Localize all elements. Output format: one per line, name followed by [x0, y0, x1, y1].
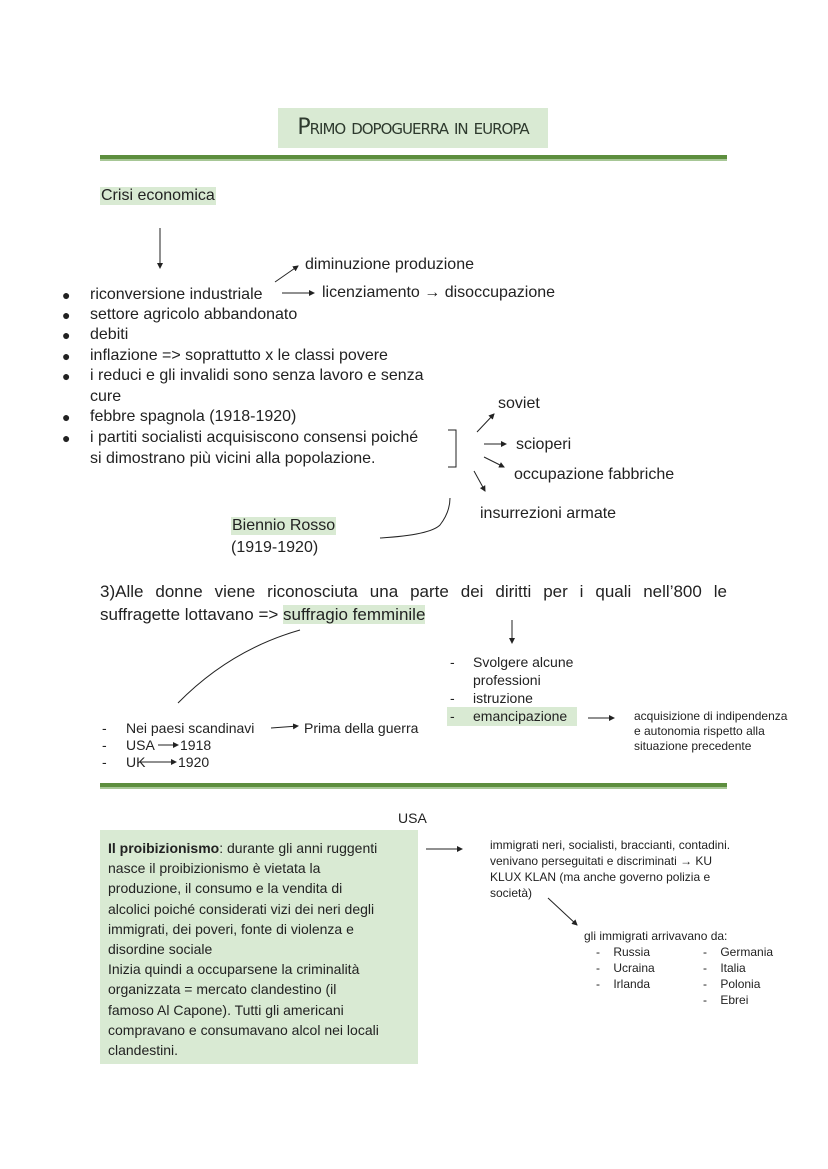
biennio-years: (1919-1920) [231, 539, 319, 556]
list-item: settore agricolo abbandonato [90, 306, 298, 323]
list-item-continuation: professioni [473, 672, 541, 688]
note-line: situazione precedente [634, 739, 752, 753]
effect-scioperi: scioperi [516, 436, 572, 453]
bullet-icon: ● [62, 287, 71, 303]
bullet-icon: ● [62, 348, 71, 364]
list-item-continuation: cure [90, 388, 122, 405]
list-item: inflazione => soprattutto x le classi povere [90, 347, 388, 364]
list-item: - Ucraina [596, 961, 655, 975]
list-item-continuation: si dimostrano più vicini alla popolazione. [90, 450, 376, 467]
crisis-heading: Crisi economica [101, 187, 215, 204]
note-line: venivano perseguitati e discriminati → KU [490, 854, 713, 868]
list-item: febbre spagnola (1918-1920) [90, 408, 297, 425]
list-item: i reduci e gli invalidi sono senza lavoro e senza [90, 367, 424, 384]
note-line: e autonomia rispetto alla [634, 724, 765, 738]
women-line-1: 3)Alle donne viene riconosciuta una parte dei diritti per i quali nell’800 le [100, 582, 727, 601]
page-title: Primo dopoguerra in europa [278, 108, 548, 148]
list-item: emancipazione [473, 708, 568, 724]
origins-left [596, 944, 655, 992]
note-line: società) [490, 886, 533, 900]
effect-soviet: soviet [498, 395, 540, 412]
country-year: Prima della guerra [304, 720, 419, 736]
bullet-icon: ● [62, 409, 71, 425]
list-item: Nei paesi scandinavi [126, 720, 255, 736]
box-line: disordine sociale [108, 941, 213, 958]
list-item: - Polonia [703, 977, 761, 991]
box-line: compravano e consumavano alcol nei locali [108, 1021, 379, 1038]
box-line: immigrati, dei poveri, fonte di violenza e [108, 920, 354, 937]
usa-heading: USA [398, 810, 427, 826]
note-line: KLUX KLAN (ma anche governo polizia e [490, 870, 711, 884]
list-item: - Russia [596, 945, 651, 959]
section-divider [100, 783, 727, 789]
women-line-2 [100, 605, 425, 625]
origin-heading: gli immigrati arrivavano da: [584, 929, 728, 943]
bullet-icon: ● [62, 430, 71, 446]
box-line: famoso Al Capone). Tutti gli americani [108, 1001, 344, 1018]
box-line: organizzata = mercato clandestino (il [108, 981, 337, 998]
note-line: acquisizione di indipendenza [634, 709, 788, 723]
list-item: istruzione [473, 690, 533, 706]
list-item: USA [126, 737, 155, 753]
box-line: alcolici poiché considerati vizi dei neri degli [108, 900, 375, 917]
box-line: Inizia quindi a occuparsene la criminalità [108, 961, 360, 978]
branch-right: licenziamento → disoccupazione [322, 284, 556, 301]
note-line: immigrati neri, socialisti, braccianti, contadini. [490, 838, 731, 852]
list-item: riconversione industriale [90, 286, 263, 303]
box-line: produzione, il consumo e la vendita di [108, 880, 343, 897]
list-item: - Irlanda [596, 977, 651, 991]
women-line-2-text: suffragette lottavano => [100, 605, 284, 624]
bullet-icon: ● [62, 327, 71, 343]
list-item: i partiti socialisti acquisiscono consensi poiché [90, 429, 419, 446]
notes-page: Primo dopoguerra in europa Crisi economica diminuzione produzione licenziamento → disoccupazione ● riconversione industriale ● settore agricolo abbandonato ● debiti ● inflazione => soprattutto x le classi povere ● i reduci e gli invalidi sono senza lavoro e senza cure ● febbre spagnola (1918-1920) ● i partiti socialisti acquisiscono consensi poiché si dimostrano più vicini alla popolazione. soviet scioperi occupazione fabbriche insurrezioni armate Biennio Rosso (1919-1920) 3)Alle donne viene riconosciuta una parte dei diritti per i quali nell’800 le suffragette lottavano => suffragio femminile - Svolgere alcune professioni - istruzione - emancipazione acquisizione di indipendenza e autonomia rispetto alla situazione precedente - Nei paesi scandinavi Prima della guerra - USA 1918 - UK 1920 USA Il proibizionismo: durante gli anni ruggenti nasce il proibizionismo è vietata la produzione, il consumo e la vendita di alcolici poiché considerati vizi dei neri degli immigrati, dei poveri, fonte di violenza e disordine sociale Inizia quindi a occuparsene la criminalità organizzata = mercato clandestino (il famoso Al Capone). Tutti gli americani compravano e consumavano alcol nei locali clandestini. immigrati neri, socialisti, braccianti, contadini. venivano perseguitati e discriminati → KU KLUX KLAN (ma anche governo polizia e società) gli immigrati arrivavano da: - Russia - Ucraina - Irlanda - Germania - Italia - Polonia - Ebrei [0, 0, 828, 1169]
list-item: - Germania [703, 945, 774, 959]
box-line: nasce il proibizionismo è vietata la [108, 860, 321, 877]
prohibition-title: Il proibizionismo [108, 840, 220, 856]
list-item: debiti [90, 326, 129, 343]
box-line: : durante gli anni ruggenti [219, 840, 378, 856]
country-year: 1920 [178, 754, 210, 770]
bullet-icon: ● [62, 368, 71, 384]
origins-right [703, 944, 773, 1008]
prohibition-box [100, 830, 418, 1064]
list-item: Svolgere alcune [473, 654, 574, 670]
list-item: - Italia [703, 961, 746, 975]
branch-up: diminuzione produzione [305, 256, 474, 273]
biennio-rosso: Biennio Rosso [232, 517, 336, 534]
list-item: - Ebrei [703, 993, 749, 1007]
effect-insurrezioni: insurrezioni armate [480, 505, 617, 522]
suffragio-highlight: suffragio femminile [283, 605, 426, 624]
effect-occupazione: occupazione fabbriche [514, 466, 675, 483]
emancipation-note [634, 709, 787, 754]
title-divider [100, 155, 727, 161]
box-line: clandestini. [108, 1042, 179, 1059]
persecuted-note [490, 837, 730, 901]
list-item: UK [126, 754, 146, 770]
country-year: 1918 [180, 737, 212, 753]
bullet-icon: ● [62, 307, 71, 323]
